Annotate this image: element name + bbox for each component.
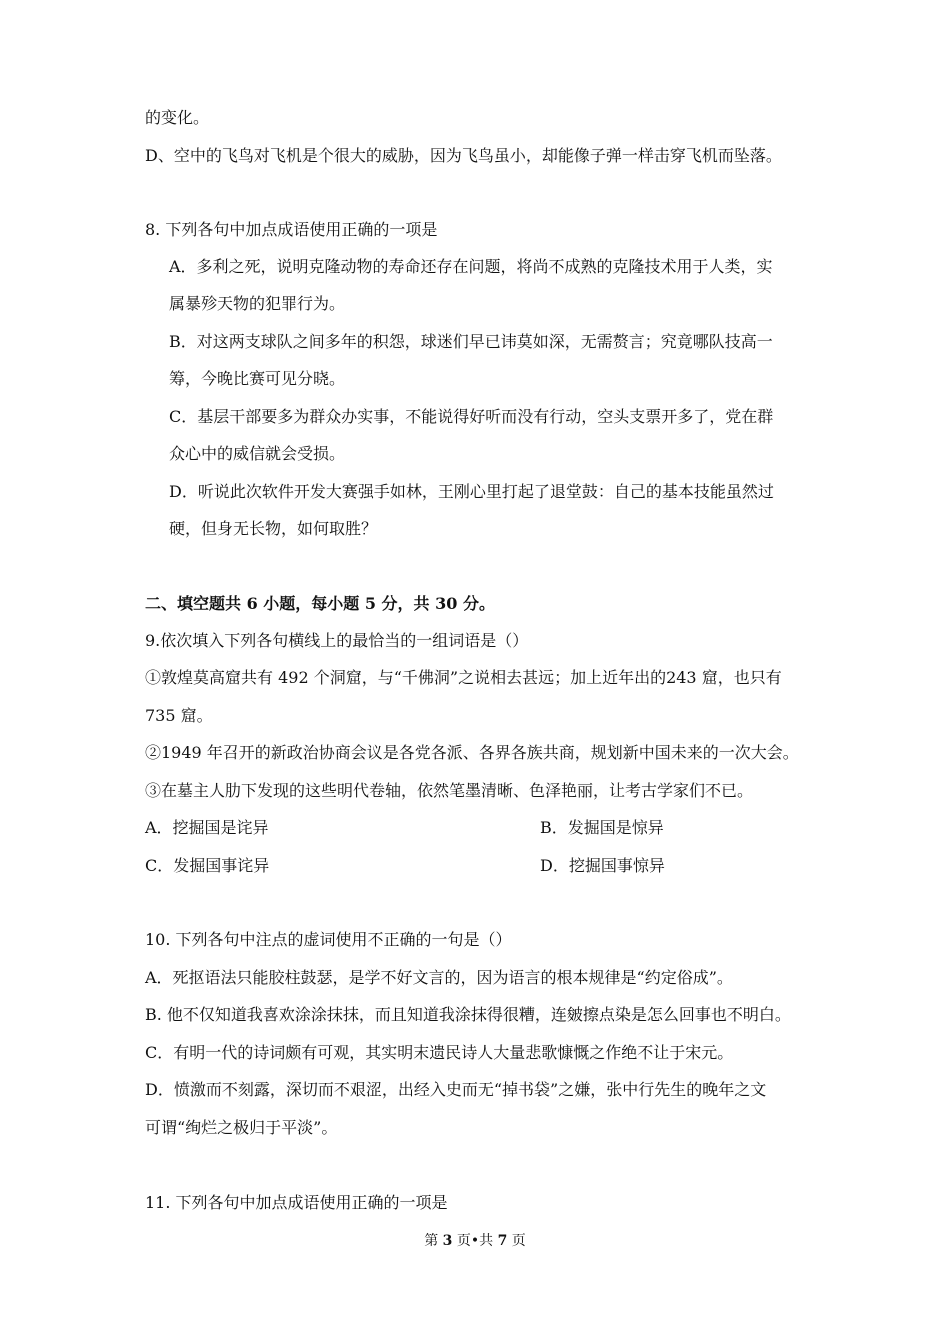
option-d-line: D、空中的飞鸟对飞机是个很大的威胁，因为飞鸟虽小，却能像子弹一样击穿飞机而坠落。 xyxy=(145,146,782,165)
footer-suffix: 页 xyxy=(511,1233,526,1249)
q8-option-c-cont: 众心中的威信就会受损。 xyxy=(169,444,346,463)
q9-option-c: C．发掘国事诧异 xyxy=(145,856,270,875)
q9-sentence-1: ①敦煌莫高窟共有 492 个洞窟，与“千佛洞”之说相去甚远；加上近年出的243 窟，也只有 xyxy=(145,668,782,687)
question-8-title: 8. 下列各句中加点成语使用正确的一项是 xyxy=(145,220,438,239)
q8-option-b: B．对这两支球队之间多年的积怨，球迷们早已讳莫如深，无需赘言；究竟哪队技高一 xyxy=(169,332,773,351)
q8-option-a: A．多利之死，说明克隆动物的寿命还存在问题，将尚不成熟的克隆技术用于人类，实 xyxy=(169,257,773,276)
section-heading: 二、填空题共 6 小题，每小题 5 分，共 30 分。 xyxy=(145,594,495,613)
q10-option-c: C．有明一代的诗词颇有可观，其实明末遗民诗人大量悲歌慷慨之作绝不让于宋元。 xyxy=(145,1043,734,1062)
q9-option-a: A．挖掘国是诧异 xyxy=(145,818,269,837)
question-9-title: 9.依次填入下列各句横线上的最恰当的一组词语是（） xyxy=(145,631,529,650)
footer-prefix: 第 xyxy=(424,1233,439,1249)
q9-sentence-1-cont: 735 窟。 xyxy=(145,706,213,725)
footer-middle: 页•共 xyxy=(456,1233,494,1249)
q9-option-d: D．挖掘国事惊异 xyxy=(540,856,665,875)
page-footer xyxy=(0,1232,950,1250)
question-11-title: 11. 下列各句中加点成语使用正确的一项是 xyxy=(145,1193,448,1212)
q9-sentence-3: ③在墓主人肋下发现的这些明代卷轴，依然笔墨清晰、色泽艳丽，让考古学家们不已。 xyxy=(145,781,754,800)
q9-option-b: B．发掘国是惊异 xyxy=(540,818,664,837)
q8-option-d-cont: 硬，但身无长物，如何取胜？ xyxy=(169,519,378,538)
q10-option-a: A．死抠语法只能胶柱鼓瑟，是学不好文言的，因为语言的根本规律是“约定俗成”。 xyxy=(145,968,733,987)
q10-option-d: D．愤激而不刻露，深切而不艰涩，出经入史而无“掉书袋”之嫌，张中行先生的晚年之文 xyxy=(145,1080,767,1099)
q8-option-a-cont: 属暴殄天物的犯罪行为。 xyxy=(169,294,346,313)
q10-option-b: B. 他不仅知道我喜欢涂涂抹抹，而且知道我涂抹得很糟，连皴擦点染是怎么回事也不明白。 xyxy=(145,1005,791,1024)
total-page-count: 7 xyxy=(497,1233,508,1249)
q8-option-c: C．基层干部要多为群众办实事，不能说得好听而没有行动，空头支票开多了，党在群 xyxy=(169,407,774,426)
q8-option-b-cont: 筹，今晚比赛可见分晓。 xyxy=(169,369,346,388)
q10-option-d-cont: 可谓“绚烂之极归于平淡”。 xyxy=(145,1118,338,1137)
q9-sentence-2: ②1949 年召开的新政治协商会议是各党各派、各界各族共商，规划新中国未来的一次大会。 xyxy=(145,743,799,762)
q8-option-d: D．听说此次软件开发大赛强手如林，王刚心里打起了退堂鼓：自己的基本技能虽然过 xyxy=(169,482,774,501)
text-line: 的变化。 xyxy=(145,108,210,127)
current-page-number: 3 xyxy=(442,1233,453,1249)
question-10-title: 10. 下列各句中注点的虚词使用不正确的一句是（） xyxy=(145,930,512,949)
